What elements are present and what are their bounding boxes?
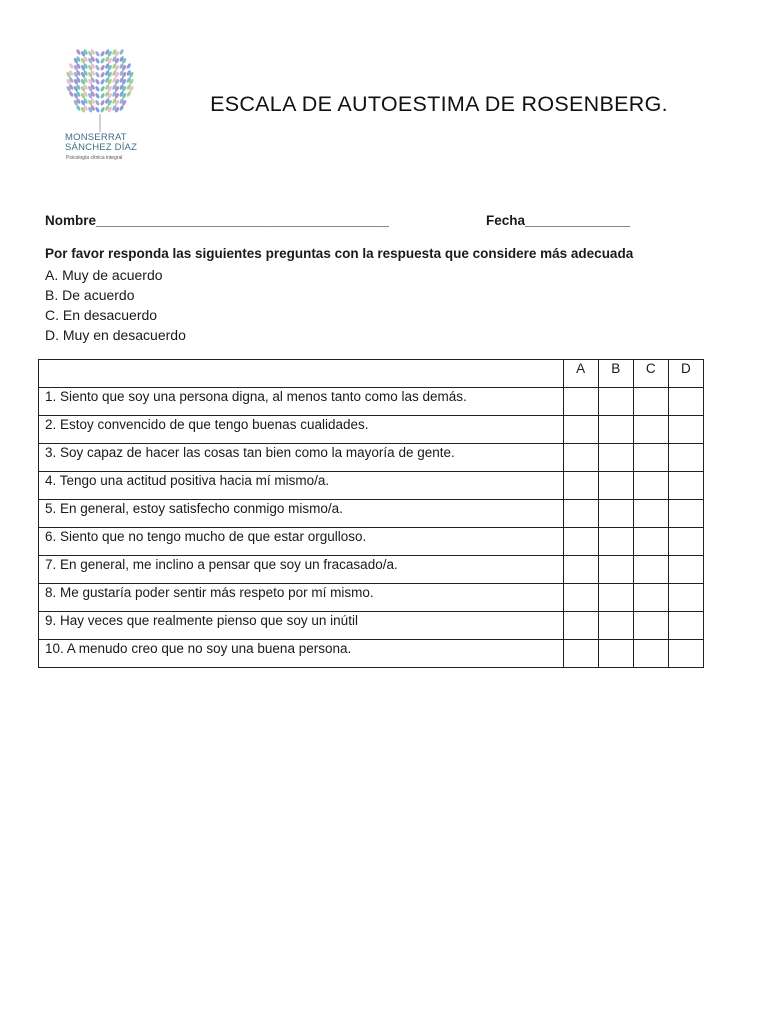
answer-cell-a[interactable] [563,556,598,584]
instructions: Por favor responda las siguientes preguntas con la respuesta que considere más adecuada [45,246,634,261]
table-row [39,444,704,472]
logo-name-line1: MONSERRAT [65,132,127,143]
answer-cell-c[interactable] [633,472,668,500]
table-row [39,416,704,444]
table-row [39,584,704,612]
brain-icon [60,44,140,134]
answer-cell-c[interactable] [633,416,668,444]
answer-cell-d[interactable] [668,640,703,668]
option-a: A. Muy de acuerdo [45,267,163,283]
answer-cell-b[interactable] [598,528,633,556]
answer-cell-d[interactable] [668,528,703,556]
question-text: 2. Estoy convencido de que tengo buenas cualidades. [39,416,564,444]
answer-cell-c[interactable] [633,388,668,416]
option-c: C. En desacuerdo [45,307,158,323]
answer-cell-b[interactable] [598,612,633,640]
answer-cell-d[interactable] [668,612,703,640]
answer-cell-c[interactable] [633,528,668,556]
answer-cell-a[interactable] [563,584,598,612]
table-row [39,528,704,556]
answer-cell-d[interactable] [668,416,703,444]
answer-cell-a[interactable] [563,388,598,416]
answer-cell-c[interactable] [633,444,668,472]
answer-cell-b[interactable] [598,472,633,500]
answer-cell-c[interactable] [633,612,668,640]
answer-cell-a[interactable] [563,472,598,500]
question-text: 9. Hay veces que realmente pienso que soy un inútil [39,612,564,640]
option-d: D. Muy en desacuerdo [45,327,186,343]
header-d: D [668,360,703,388]
table-header-row [39,360,704,388]
answer-cell-d[interactable] [668,472,703,500]
rosenberg-table [38,359,704,668]
question-text: 1. Siento que soy una persona digna, al menos tanto como las demás. [39,388,564,416]
answer-cell-b[interactable] [598,640,633,668]
answer-cell-b[interactable] [598,584,633,612]
answer-cell-a[interactable] [563,528,598,556]
answer-cell-b[interactable] [598,388,633,416]
answer-cell-a[interactable] [563,612,598,640]
answer-cell-c[interactable] [633,584,668,612]
option-b: B. De acuerdo [45,287,135,303]
header-b: B [598,360,633,388]
question-text: 3. Soy capaz de hacer las cosas tan bien como la mayoría de gente. [39,444,564,472]
logo-name-line2: SÁNCHEZ DÍAZ [65,142,138,153]
answer-cell-c[interactable] [633,556,668,584]
question-text: 5. En general, estoy satisfecho conmigo mismo/a. [39,500,564,528]
logo-subtitle: Psicología clínica integral [66,155,123,161]
answer-cell-b[interactable] [598,556,633,584]
answer-cell-a[interactable] [563,416,598,444]
table-row [39,472,704,500]
answer-cell-d[interactable] [668,584,703,612]
question-text: 8. Me gustaría poder sentir más respeto por mí mismo. [39,584,564,612]
answer-cell-d[interactable] [668,556,703,584]
answer-cell-a[interactable] [563,444,598,472]
answer-cell-d[interactable] [668,444,703,472]
table-row [39,612,704,640]
answer-options [45,265,186,345]
answer-cell-d[interactable] [668,500,703,528]
question-text: 7. En general, me inclino a pensar que soy un fracasado/a. [39,556,564,584]
answer-cell-d[interactable] [668,388,703,416]
table-row [39,640,704,668]
answer-cell-c[interactable] [633,640,668,668]
header-a: A [563,360,598,388]
table-row [39,500,704,528]
header-c: C [633,360,668,388]
question-text: 6. Siento que no tengo mucho de que estar orgulloso. [39,528,564,556]
answer-cell-a[interactable] [563,640,598,668]
page-title: ESCALA DE AUTOESTIMA DE ROSENBERG. [210,92,668,116]
table-row [39,556,704,584]
answer-cell-a[interactable] [563,500,598,528]
question-text: 4. Tengo una actitud positiva hacia mí mismo/a. [39,472,564,500]
date-field[interactable]: Fecha______________ [486,213,631,228]
answer-cell-c[interactable] [633,500,668,528]
answer-cell-b[interactable] [598,500,633,528]
answer-cell-b[interactable] [598,444,633,472]
answer-cell-b[interactable] [598,416,633,444]
header-question [39,360,564,388]
table-row [39,388,704,416]
question-text: 10. A menudo creo que no soy una buena persona. [39,640,564,668]
name-field[interactable]: Nombre_______________________________________ [45,213,389,228]
logo-name [65,133,137,153]
